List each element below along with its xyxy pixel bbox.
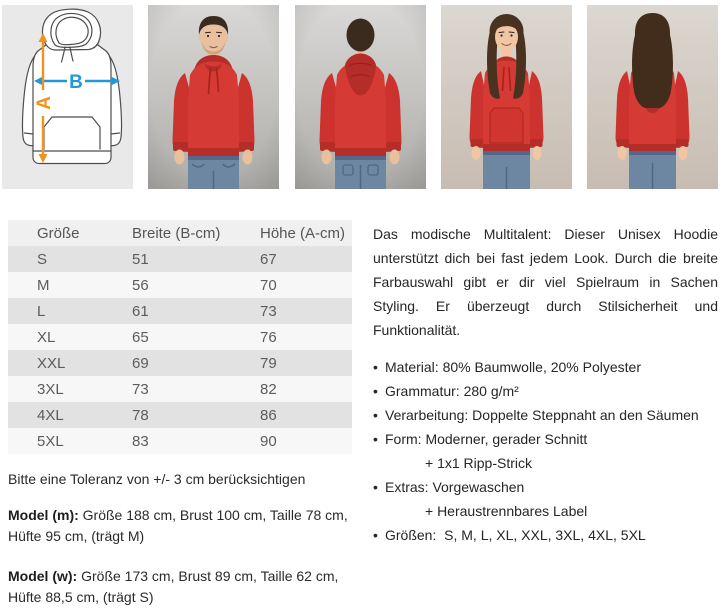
model-w-label: Model (w): <box>8 568 78 584</box>
size-table <box>8 220 352 454</box>
bullet-dot: • <box>373 383 378 399</box>
gallery-item-size-diagram[interactable] <box>2 5 133 189</box>
product-description: Das modische Multitalent: Dieser Unisex Hoodie unterstützt dich bei fast jedem Look. Durch die breite Farbauswahl gibt er dir viel Spielraum in Sachen Styling. Er überzeugt durch Stilsicherheit und Funktionalität. <box>373 226 718 338</box>
table-cell: 73 <box>260 298 352 324</box>
table-cell: 82 <box>260 376 352 402</box>
table-cell: L <box>8 298 132 324</box>
table-cell: 76 <box>260 324 352 350</box>
col-header-groesse: Größe <box>8 220 132 246</box>
bullet-text: Form: Moderner, gerader Schnitt <box>385 431 588 447</box>
gallery-item-female-front[interactable] <box>441 5 572 189</box>
bullet-dot: • <box>373 407 378 423</box>
male-front-image <box>148 5 279 189</box>
size-table-header-row <box>8 220 352 246</box>
model-w-text: Größe 173 cm, Brust 89 cm, Taille 62 cm, Hüfte 88,5 cm, (trägt S) <box>8 568 339 605</box>
measure-label-a: A <box>33 96 55 110</box>
model-m-note <box>8 505 356 547</box>
size-info-column <box>8 220 356 608</box>
table-row <box>8 376 352 402</box>
description-column <box>373 222 718 547</box>
table-cell: 4XL <box>8 402 132 428</box>
table-cell: 5XL <box>8 428 132 454</box>
table-cell: 67 <box>260 246 352 272</box>
list-item <box>373 379 718 403</box>
table-cell: 56 <box>132 272 260 298</box>
measure-label-b: B <box>69 71 83 93</box>
list-item <box>373 427 718 451</box>
list-item <box>373 523 718 547</box>
gallery-item-male-front[interactable] <box>148 5 279 189</box>
gallery-item-male-back[interactable] <box>295 5 426 189</box>
table-cell: 61 <box>132 298 260 324</box>
bullet-text: Verarbeitung: Doppelte Steppnaht an den Säumen <box>385 407 699 423</box>
table-cell: 69 <box>132 350 260 376</box>
product-image-gallery <box>2 5 718 189</box>
table-row <box>8 350 352 376</box>
tolerance-note: Bitte eine Toleranz von +/- 3 cm berücksichtigen <box>8 471 306 487</box>
bullet-text: Extras: Vorgewaschen <box>385 479 525 495</box>
table-row <box>8 402 352 428</box>
bullet-dot: • <box>373 527 378 543</box>
table-cell: XL <box>8 324 132 350</box>
bullet-dot: • <box>373 359 378 375</box>
bullet-text: Material: 80% Baumwolle, 20% Polyester <box>385 359 642 375</box>
table-cell: 73 <box>132 376 260 402</box>
col-header-hoehe: Höhe (A-cm) <box>260 220 352 246</box>
table-cell: 51 <box>132 246 260 272</box>
bullet-dot: • <box>373 479 378 495</box>
table-cell: 79 <box>260 350 352 376</box>
female-back-image <box>587 5 718 189</box>
table-cell: M <box>8 272 132 298</box>
table-cell: 83 <box>132 428 260 454</box>
table-row <box>8 246 352 272</box>
list-item-subline: + Heraustrennbares Label <box>425 503 588 519</box>
table-cell: 78 <box>132 402 260 428</box>
male-back-image <box>295 5 426 189</box>
table-row <box>8 272 352 298</box>
col-header-breite: Breite (B-cm) <box>132 220 260 246</box>
table-cell: S <box>8 246 132 272</box>
table-cell: 65 <box>132 324 260 350</box>
size-diagram-image <box>2 5 133 189</box>
bullet-text: Grammatur: 280 g/m² <box>385 383 519 399</box>
list-item <box>373 403 718 427</box>
bullet-text: Größen: S, M, L, XL, XXL, 3XL, 4XL, 5XL <box>385 527 646 543</box>
gallery-item-female-back[interactable] <box>587 5 718 189</box>
model-m-text: Größe 188 cm, Brust 100 cm, Taille 78 cm, Hüfte 95 cm, (trägt M) <box>8 507 348 544</box>
table-cell: XXL <box>8 350 132 376</box>
model-w-note <box>8 566 356 608</box>
bullet-dot: • <box>373 431 378 447</box>
table-cell: 90 <box>260 428 352 454</box>
list-item <box>373 355 718 379</box>
table-cell: 70 <box>260 272 352 298</box>
list-item <box>373 475 718 499</box>
table-row <box>8 298 352 324</box>
feature-list <box>373 355 718 547</box>
table-cell: 3XL <box>8 376 132 402</box>
model-m-label: Model (m): <box>8 507 79 523</box>
table-cell: 86 <box>260 402 352 428</box>
female-front-image <box>441 5 572 189</box>
table-row <box>8 324 352 350</box>
list-item-subline: + 1x1 Ripp-Strick <box>425 455 532 471</box>
table-row <box>8 428 352 454</box>
